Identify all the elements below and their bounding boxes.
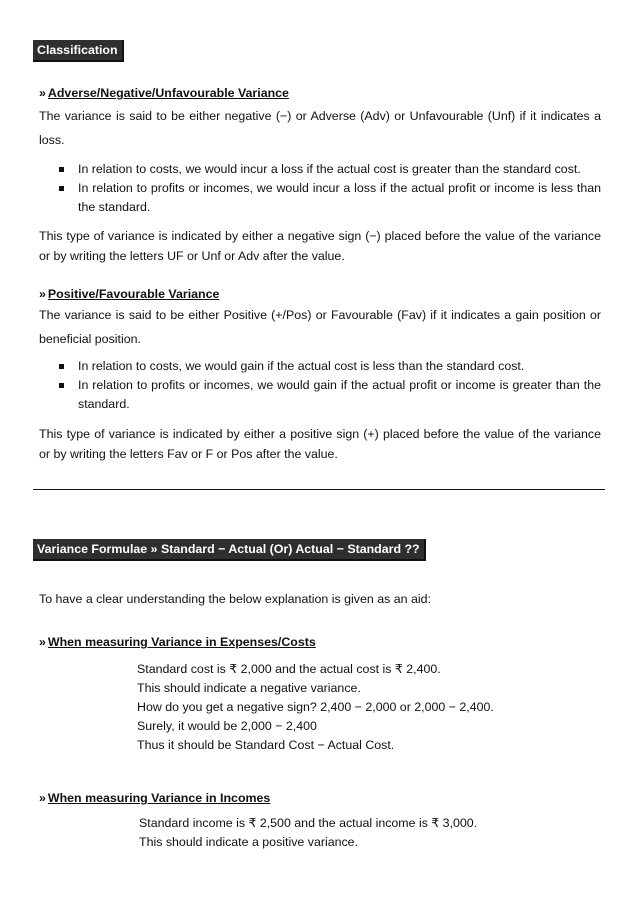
adverse-bullets	[59, 160, 601, 217]
incomes-explanation	[139, 814, 599, 852]
list-item: In relation to profits or incomes, we would gain if the actual profit or income is greater than the standard.	[59, 376, 601, 414]
adverse-heading: » Adverse/Negative/Unfavourable Variance	[39, 84, 289, 103]
formulae-intro: To have a clear understanding the below explanation is given as an aid:	[39, 592, 431, 606]
classification-title: Classification	[33, 40, 122, 60]
list-item: In relation to costs, we would incur a loss if the actual cost is greater than the standard cost.	[59, 160, 601, 179]
section-divider	[33, 489, 605, 490]
text-line: This should indicate a positive variance.	[139, 835, 359, 849]
classification-section-bar	[33, 40, 124, 62]
favourable-bullets	[59, 357, 601, 414]
text-line: Standard income is ₹ 2,500 and the actual income is ₹ 3,000.	[139, 816, 478, 830]
text-line: This should indicate a negative variance.	[137, 681, 361, 695]
text-line: How do you get a negative sign? 2,400 − 2,000 or 2,000 − 2,400.	[137, 700, 494, 714]
formulae-section-bar	[33, 539, 426, 561]
favourable-note: This type of variance is indicated by either a positive sign (+) placed before the value of the variance or by writing the letters Fav or F or Pos after the value.	[39, 427, 601, 461]
text-line: Surely, it would be 2,000 − 2,400	[137, 719, 317, 733]
formulae-title: Variance Formulae » Standard − Actual (Or) Actual − Standard ??	[33, 539, 424, 559]
text-line: Thus it should be Standard Cost − Actual Cost.	[137, 738, 395, 752]
expenses-explanation	[137, 660, 597, 755]
raquo-icon: »	[39, 287, 46, 301]
raquo-icon: »	[39, 86, 46, 100]
incomes-heading: » When measuring Variance in Incomes	[39, 789, 270, 808]
favourable-heading: » Positive/Favourable Variance	[39, 285, 219, 304]
text-line: Standard cost is ₹ 2,000 and the actual cost is ₹ 2,400.	[137, 662, 441, 676]
expenses-heading: » When measuring Variance in Expenses/Costs	[39, 633, 316, 652]
list-item: In relation to profits or incomes, we would incur a loss if the actual profit or income is less than the standard.	[59, 179, 601, 217]
raquo-icon: »	[39, 635, 46, 649]
adverse-note: This type of variance is indicated by either a negative sign (−) placed before the value of the variance or by writing the letters UF or Unf or Adv after the value.	[39, 229, 601, 263]
favourable-intro: The variance is said to be either Positive (+/Pos) or Favourable (Fav) if it indicates a gain position or beneficial position.	[39, 308, 601, 346]
adverse-intro: The variance is said to be either negative (−) or Adverse (Adv) or Unfavourable (Unf) if it indicates a loss.	[39, 109, 601, 147]
list-item: In relation to costs, we would gain if the actual cost is less than the standard cost.	[59, 357, 601, 376]
raquo-icon: »	[39, 791, 46, 805]
